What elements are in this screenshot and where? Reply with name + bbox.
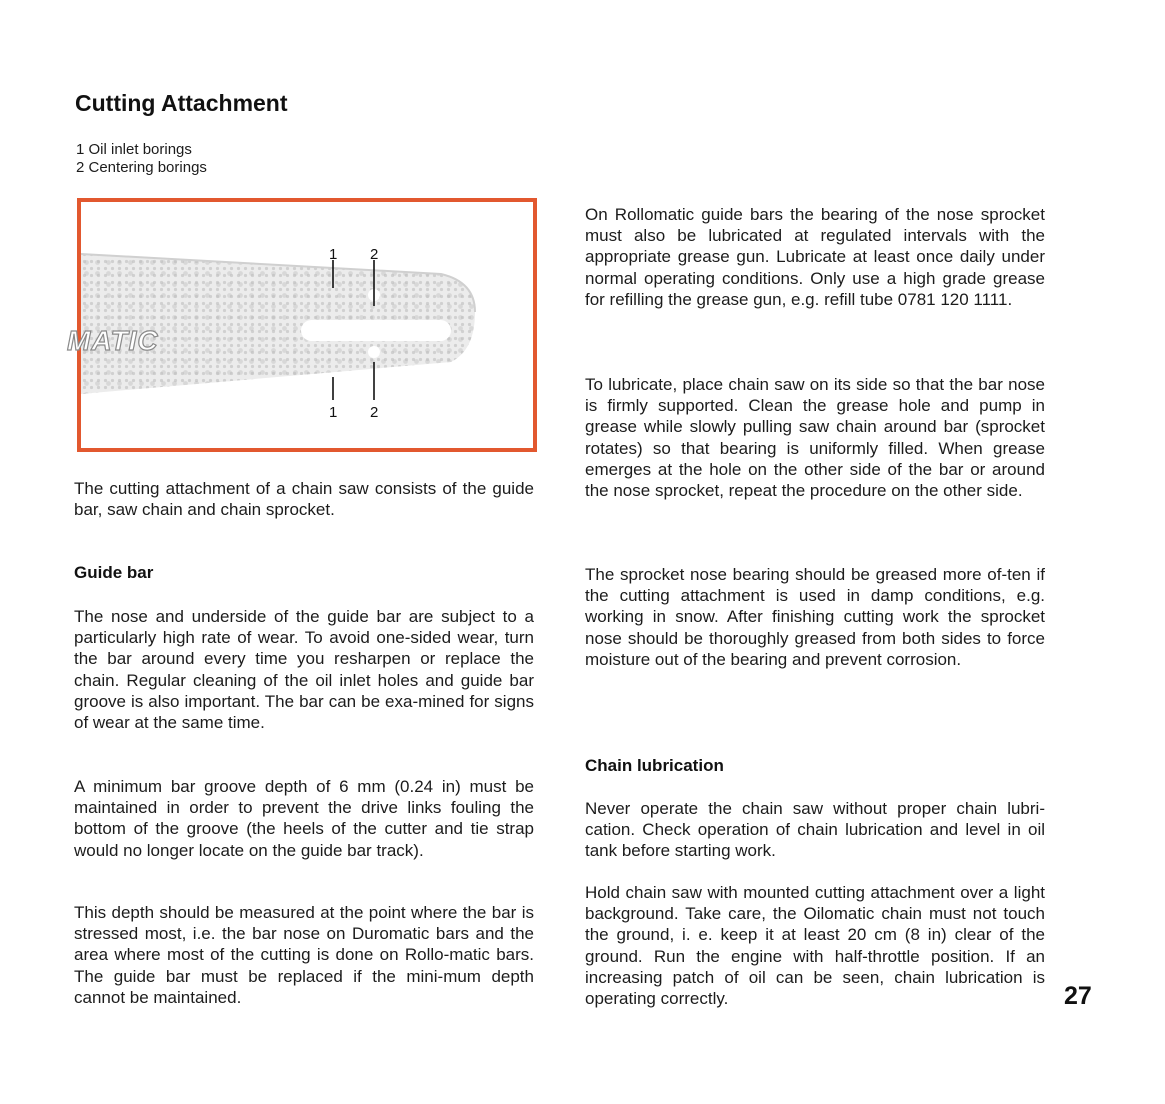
figure-legend <box>76 141 207 177</box>
chain-lubrication-paragraph-1: Never operate the chain saw without proper chain lubri-cation. Check operation of chain lubrication and level in oil tank before starting work. <box>585 799 1045 861</box>
guide-bar-paragraph-2: A minimum bar groove depth of 6 mm (0.24 in) must be maintained in order to prevent the drive links fouling the bottom of the groove (the heels of the cutter and tie strap would no longer locate on the guide bar track). <box>74 777 534 860</box>
chain-lubrication-paragraph-2: Hold chain saw with mounted cutting attachment over a light background. Take care, the Oilomatic chain must not touch the ground, i. e. keep it at least 20 cm (8 in) clear of the ground. Run the engine with half-throttle position. If an increasing patch of oil can be seen, chain lubrication is operating correctly. <box>585 883 1045 1009</box>
intro-paragraph: The cutting attachment of a chain saw consists of the guide bar, saw chain and chain sprocket. <box>74 479 534 520</box>
page-title: Cutting Attachment <box>75 90 288 116</box>
centering-boring-bottom <box>368 346 380 358</box>
bar-brand-text: MATIC <box>67 325 159 356</box>
sprocket-nose-paragraph: The sprocket nose bearing should be greased more of-ten if the cutting attachment is used in damp conditions, e.g. working in snow. After finishing cutting work the sprocket nose should be thoroughly greased from both sides to force moisture out of the bearing and prevent corrosion. <box>585 565 1045 669</box>
callout-label-2-bottom: 2 <box>370 404 379 421</box>
guide-bar-paragraph-1: The nose and underside of the guide bar are subject to a particularly high rate of wear. To avoid one-sided wear, turn the bar around every time you resharpen or replace the chain. Regular cleaning of the oil inlet holes and guide bar groove is also important. The bar can be exa-mined for signs of wear at the same time. <box>74 607 534 733</box>
bar-slot <box>301 320 451 341</box>
callout-label-2-top: 2 <box>370 246 379 263</box>
callout-label-1-top: 1 <box>329 246 338 263</box>
rollomatic-paragraph: On Rollomatic guide bars the bearing of the nose sprocket must also be lubricated at regulated intervals with the appropriate grease gun. Lubricate at least once daily under normal operating conditions. Only use a high grade grease for refilling the grease gun, e.g. refill tube 0781 120 1111. <box>585 205 1045 309</box>
guide-bar-heading: Guide bar <box>74 563 154 582</box>
legend-item-centering: 2 Centering borings <box>76 159 207 176</box>
guide-bar-figure <box>67 198 537 452</box>
page-number: 27 <box>1064 982 1092 1010</box>
lubricate-paragraph: To lubricate, place chain saw on its side so that the bar nose is firmly supported. Clean the grease hole and pump in grease while slowly pulling saw chain around bar (sprocket rotates) so that bearing is uniformly filled. When grease emerges at the hole on the other side of the bar or around the nose sprocket, repeat the procedure on the other side. <box>585 375 1045 501</box>
guide-bar-paragraph-3: This depth should be measured at the point where the bar is stressed most, i.e. the bar nose on Duromatic bars and the area where most of the cutting is done on Rollo-matic bars. The guide bar must be replaced if the mini-mum depth cannot be maintained. <box>74 903 534 1007</box>
chain-lubrication-heading: Chain lubrication <box>585 756 724 775</box>
guide-bar-illustration <box>67 202 533 448</box>
legend-item-oil-inlet: 1 Oil inlet borings <box>76 141 192 158</box>
callout-label-1-bottom: 1 <box>329 404 338 421</box>
